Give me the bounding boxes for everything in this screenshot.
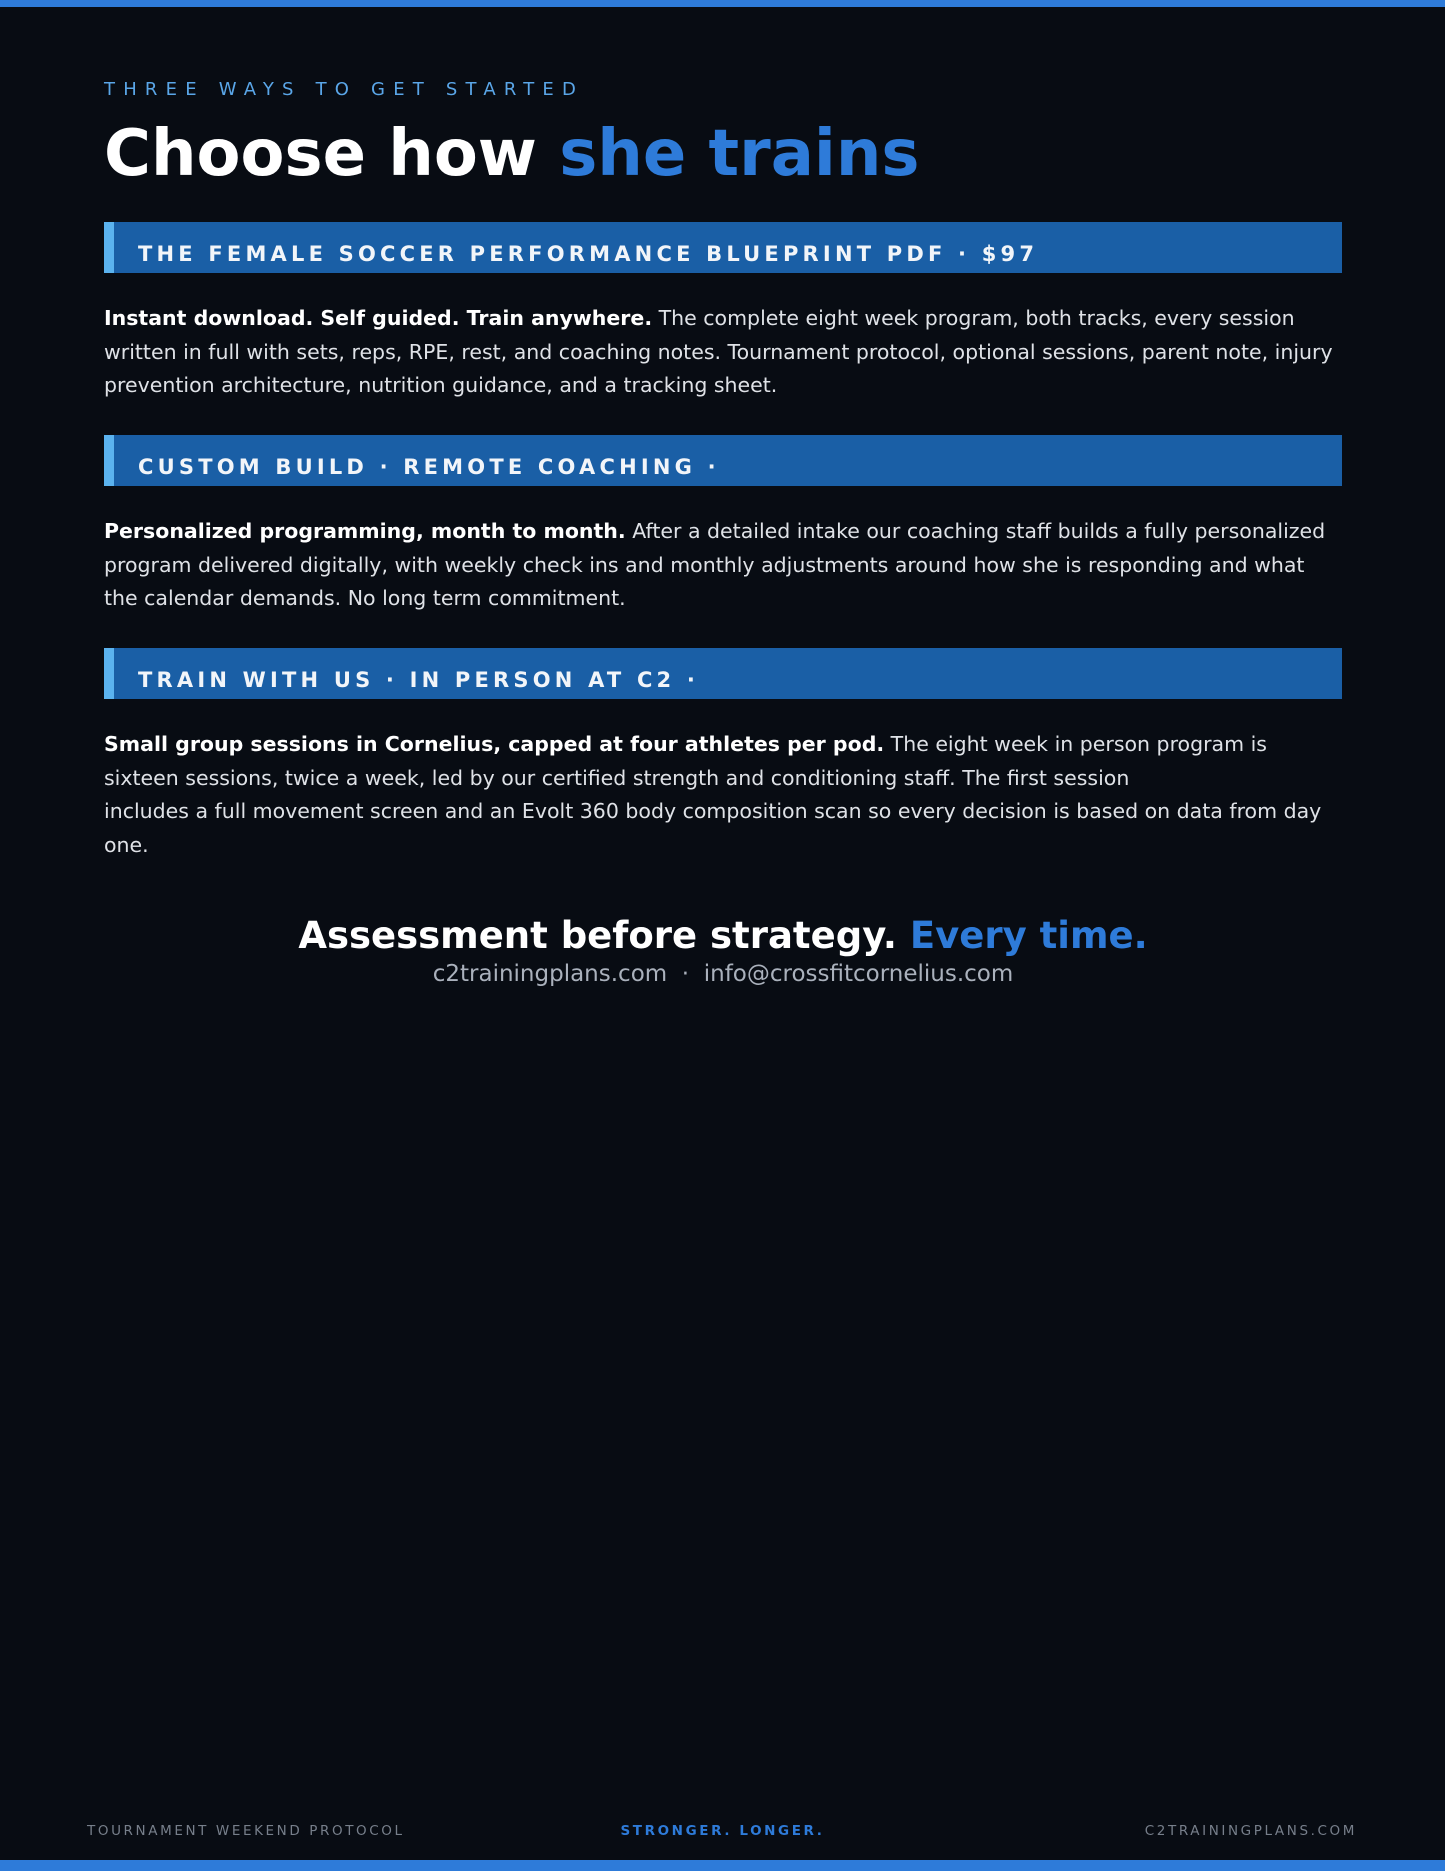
top-accent-bar [0, 0, 1445, 7]
tagline-accent: Every time. [909, 914, 1148, 957]
section-lead: Personalized programming, month to month. [104, 519, 626, 543]
page-title-accent: she trains [559, 117, 920, 191]
section-header-remote-coaching [104, 435, 1342, 486]
section-text: After a detailed intake our coaching staff builds a fully personalized program delivered digitally, with weekly check ins and monthly adjustments around how she is responding and what the calendar demands. No long term commitment. [104, 519, 1326, 610]
tagline-main: Assessment before strategy. [298, 914, 910, 957]
eyebrow-label: THREE WAYS TO GET STARTED [104, 79, 585, 100]
section-body-remote-coaching [104, 515, 1342, 616]
footer-center-slogan: STRONGER. LONGER. [620, 1823, 825, 1839]
section-text: The complete eight week program, both tracks, every session written in full with sets, reps, RPE, rest, and coaching notes. Tournament protocol, optional sessions, parent note, injury prevention architecture, nutrition guidance, and a tracking sheet. [104, 306, 1333, 397]
page-title-main: Choose how [104, 117, 560, 191]
page-title [104, 114, 919, 194]
footer-left-label: TOURNAMENT WEEKEND PROTOCOL [87, 1823, 405, 1839]
section-stripe [104, 222, 114, 273]
section-text-continued: includes a full movement screen and an Evolt 360 body composition scan so every decision is based on data from day one. [104, 799, 1322, 857]
contact-line: c2trainingplans.com · info@crossfitcornelius.com [432, 961, 1014, 987]
section-lead: Small group sessions in Cornelius, capped at four athletes per pod. [104, 732, 885, 756]
section-label: TRAIN WITH US · IN PERSON AT C2 · [138, 668, 700, 692]
section-body-in-person [104, 728, 1342, 862]
section-stripe [104, 648, 114, 699]
section-header-in-person [104, 648, 1342, 699]
section-header-blueprint-pdf [104, 222, 1342, 273]
section-label: CUSTOM BUILD · REMOTE COACHING · [138, 455, 720, 479]
section-text: The eight week in person program is sixteen sessions, twice a week, led by our certified strength and conditioning staff. The first session [104, 732, 1267, 790]
section-lead: Instant download. Self guided. Train anywhere. [104, 306, 653, 330]
section-stripe [104, 435, 114, 486]
footer-right-url: C2TRAININGPLANS.COM [1144, 1823, 1357, 1839]
section-label: THE FEMALE SOCCER PERFORMANCE BLUEPRINT PDF · $97 [138, 242, 1039, 266]
bottom-accent-bar [0, 1860, 1445, 1871]
section-body-blueprint-pdf [104, 302, 1342, 403]
closing-tagline [104, 912, 1342, 960]
